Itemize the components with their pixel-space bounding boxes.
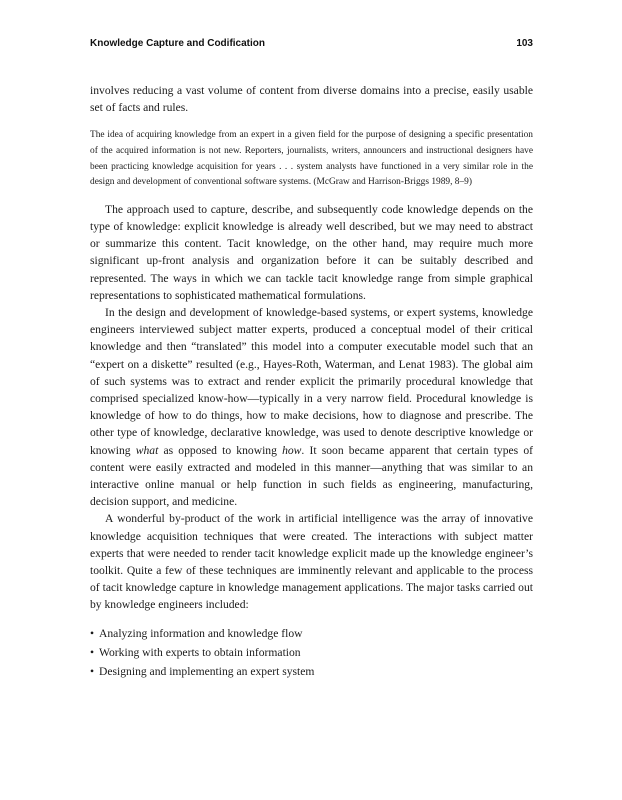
bullet-icon: • — [90, 664, 95, 678]
list-item — [90, 624, 533, 643]
emphasis-what: what — [135, 443, 159, 457]
bullet-icon: • — [90, 626, 95, 640]
list-item-text: Analyzing information and knowledge flow — [99, 626, 303, 640]
emphasis-how: how — [282, 443, 302, 457]
paragraph-2 — [90, 304, 533, 510]
list-item — [90, 643, 533, 662]
list-item-text: Designing and implementing an expert system — [99, 664, 315, 678]
bullet-icon: • — [90, 645, 95, 659]
paragraph-2-part-c: . It soon became apparent that certain types of content were easily extracted and modeled in this manner—anything that was similar to an interactive online manual or help function in such fields as engineering, manufacturing, decision support, and medicine. — [90, 443, 533, 509]
bullet-list — [90, 624, 533, 681]
paragraph-1: The approach used to capture, describe, and subsequently code knowledge depends on the type of knowledge: explicit knowledge is already well described, but we may need to abstract or summarize this content. Tacit knowledge, on the other hand, may require much more significant up-front analysis and organization before it can be suitably described and represented. The ways in which we can tackle tacit knowledge range from simple graphical representations to sophisticated mathematical formulations. — [90, 202, 533, 302]
paragraph-3: A wonderful by-product of the work in artificial intelligence was the array of innovative knowledge acquisition techniques that were created. The interactions with subject matter experts that were needed to render tacit knowledge explicit made up the knowledge engineer’s toolkit. Quite a few of these techniques are imminently relevant and applicable to the process of tacit knowledge capture in knowledge management applications. The major tasks carried out by knowledge engineers included: — [90, 512, 533, 612]
body-text — [90, 82, 533, 681]
running-head — [90, 38, 533, 54]
list-item-text: Working with experts to obtain information — [99, 645, 301, 659]
page-number: 103 — [516, 38, 533, 49]
paragraph-2-part-b: as opposed to knowing — [158, 443, 283, 457]
page — [90, 38, 533, 681]
paragraph-2-part-a: In the design and development of knowledge-based systems, or expert systems, knowledge engineers interviewed subject matter experts, produced a conceptual model of their critical knowledge and then “translated” this model into a computer executable model such that an “expert on a diskette” resulted (e.g., Hayes-Roth, Waterman, and Lenat 1983). The global aim of such systems was to extract and render explicit the primarily procedural knowledge that comprised specialized know-how—typically in a very narrow field. Procedural knowledge is knowledge of how to do things, how to make decisions, how to diagnose and prescribe. The other type of knowledge, declarative knowledge, was used to denote descriptive knowledge or knowing — [90, 306, 533, 457]
intro-paragraph: involves reducing a vast volume of content from diverse domains into a precise, easily usable set of facts and rules. — [90, 84, 533, 115]
block-quote: The idea of acquiring knowledge from an expert in a given field for the purpose of designing a specific presentation of the acquired information is not new. Reporters, journalists, writers, announcers and instructional designers have been practicing knowledge acquisition for years . . . system analysts have functioned in a very similar role in the design and development of conventional software systems. (McGraw and Harrison-Briggs 1989, 8–9) — [90, 130, 533, 188]
list-item — [90, 662, 533, 681]
section-title: Knowledge Capture and Codification — [90, 38, 266, 49]
